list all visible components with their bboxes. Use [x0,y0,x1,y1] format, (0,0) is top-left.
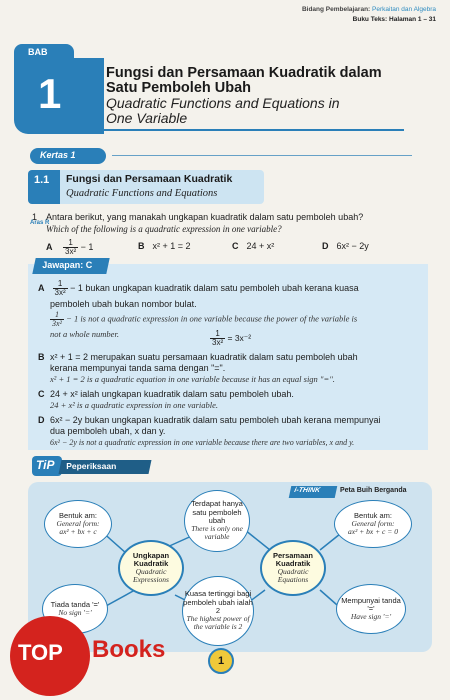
answer-a-malay-2: pemboleh ubah bukan nombor bulat. [50,299,197,309]
paper-label: Kertas 1 [30,148,106,164]
bubble-one-variable: Terdapat hanya satu pemboleh ubah There is only one variable [184,490,250,552]
option-c: C 24 + x² [232,241,275,251]
learning-area: Bidang Pembelajaran: Perkaitan dan Algebra [301,6,436,13]
answer-b-malay-2: kerana mempunyai tanda sama dengan "=". [50,363,226,373]
bubble-left-general-form: Bentuk am: General form: ax² + bx + c [44,500,112,548]
chapter-underline [104,129,404,131]
textbook-reference: Buku Teks: Halaman 1 – 31 [352,16,436,23]
option-d: D 6x² − 2y [322,241,369,251]
paper-rule [112,155,412,156]
answer-a-formula: $\frac{1}{\text{3x²}}$ = 3x⁻² [212,329,252,347]
option-b: B x² + 1 = 2 [138,241,191,251]
answer-a-english: $\frac{1}{\text{3x²}}$ − 1 is not a quadratic expression in one variable because the power of the variable is [52,310,358,328]
question-text-english: Which of the following is a quadratic expression in one variable? [46,224,282,234]
answer-d-english: 6x² − 2y is not a quadratic expression in one variable because there are two variables, x and y. [50,438,355,447]
answer-c-english: 24 + x² is a quadratic expression in one variable. [50,400,219,410]
section-title-english: Quadratic Functions and Equations [66,188,218,199]
chapter-title-malay: Fungsi dan Persamaan Kuadratik dalam Satu Pemboleh Ubah [106,65,382,97]
answer-a-malay: A $\frac{1}{\text{3x²}}$ − 1 bukan ungkapan kuadratik dalam satu pemboleh ubah kerana kuasa [38,279,359,297]
tip-label: Peperiksaan [59,460,152,474]
chapter-tab: BAB [14,44,74,60]
ithink-tag: i-THINK [289,486,338,498]
bubble-quadratic-equations: Persamaan Kuadratik Quadratic Equations [260,540,326,596]
answer-c-malay: C 24 + x² ialah ungkapan kuadratik dalam satu pemboleh ubah. [38,389,294,399]
answer-d-malay-2: dua pemboleh ubah, x dan y. [50,426,166,436]
watermark-books-text: Books [92,636,166,663]
question-number: 1 [32,212,38,222]
map-type-label: Peta Buih Berganda [340,487,407,494]
question-text-malay: Antara berikut, yang manakah ungkapan kuadratik dalam satu pemboleh ubah? [46,212,364,222]
answer-b-english: x² + 1 = 2 is a quadratic equation in one variable because it has an equal sign "=". [50,374,335,384]
option-a: A $\frac{1}{\text{3x²}}$ − 1 [46,238,94,256]
answer-tab: Jawapan: C [32,258,109,274]
bubble-right-general-form: Bentuk am: General form: ax² + bx + c = 0 [334,500,412,548]
level-tag: Aras R [30,220,50,226]
bubble-quadratic-expressions: Ungkapan Kuadratik Quadratic Expressions [118,540,184,596]
bubble-highest-power: Kuasa tertinggi bagi pemboleh ubah ialah 2 The highest power of the variable is 2 [182,576,254,646]
answer-b-malay: B x² + 1 = 2 merupakan suatu persamaan kuadratik dalam satu pemboleh ubah [38,352,358,362]
watermark-top-text: TOP [18,640,63,665]
chapter-title-english: Quadratic Functions and Equations in One Variable [106,95,340,126]
chapter-number: 1 [38,70,62,117]
bubble-has-equal-sign: Mempunyai tanda '=' Have sign '=' [336,584,406,634]
section-number: 1.1 [28,170,60,204]
bubble-no-equal-sign: Tiada tanda '=' No sign '=' [42,584,108,634]
answer-a-english-2: not a whole number. [50,329,119,339]
section-title-malay: Fungsi dan Persamaan Kuadratik [66,173,233,185]
tip-logo: TiP [32,456,62,476]
page-number: 1 [208,648,234,674]
answer-d-malay: D 6x² − 2y bukan ungkapan kuadratik dalam satu pemboleh ubah kerana mempunyai [38,415,381,425]
